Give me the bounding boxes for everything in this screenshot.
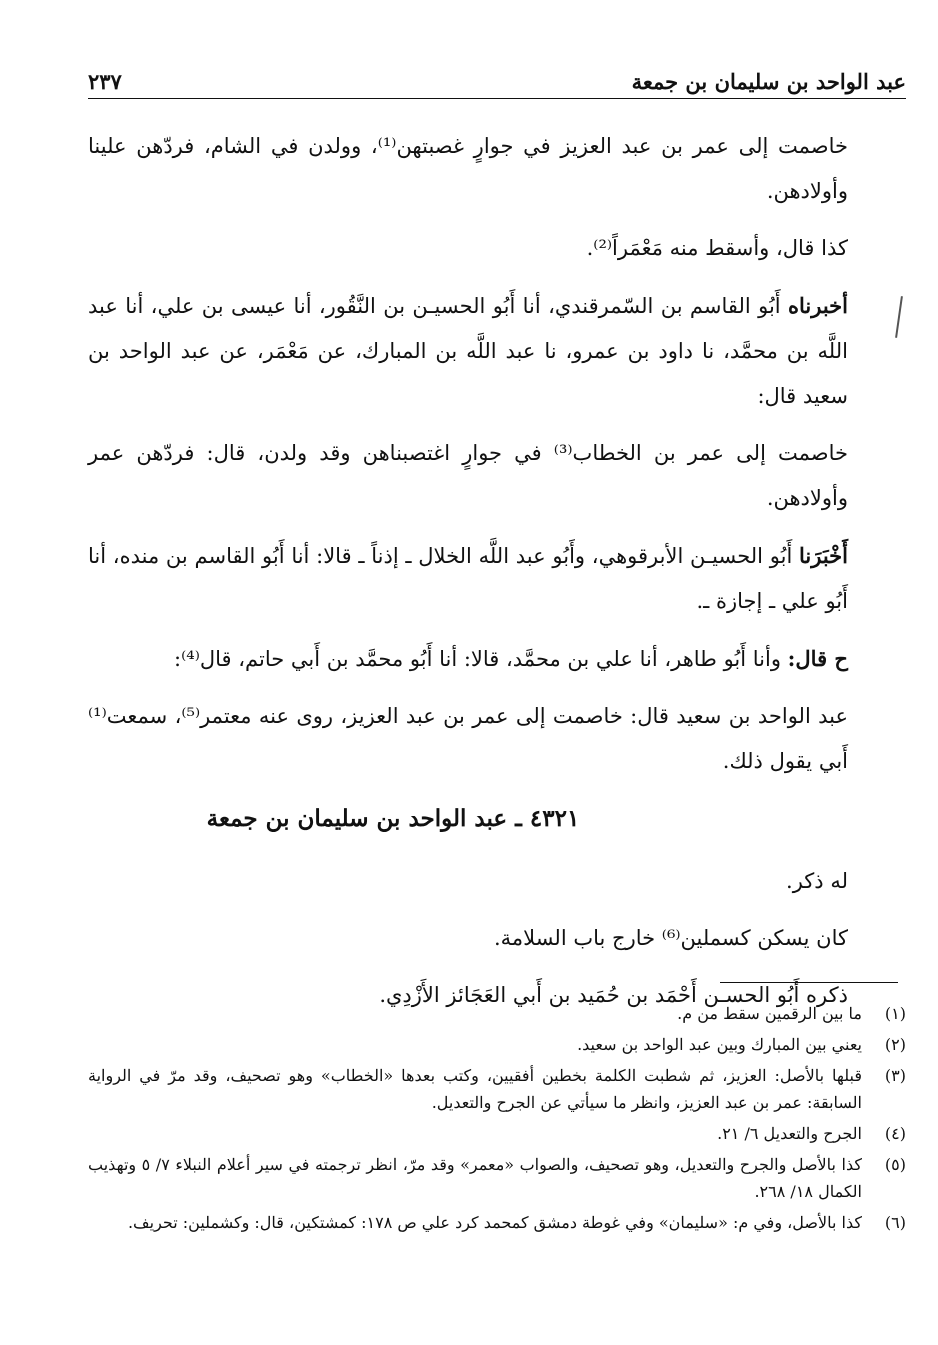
paragraph-3: [88, 283, 848, 419]
page-header: [88, 62, 906, 99]
page-number: ٢٣٧: [88, 69, 122, 94]
footnote-text: قبلها بالأصل: العزيز، ثم شطبت الكلمة بخطين أفقيين، وكتب بعدها «الخطاب» وهو تصحيف، وقد مرّ في الرواية السابقة: عمر بن عبد العزيز، وانظر ما سيأتي عن الجرح والتعديل.: [88, 1066, 862, 1112]
footnote-number: (٥): [884, 1155, 906, 1174]
paragraph-1: خاصمت إلى عمر بن عبد العزيز في جوارٍ غصبتهن⁽¹⁾، وولدن في الشام، فردّهن علينا وأولادهن.: [88, 134, 849, 203]
paragraph-5-keyword: أَخْبَرَنا: [799, 543, 848, 568]
footnote: [88, 1031, 906, 1058]
footnote-text: كذا بالأصل والجرح والتعديل، وهو تصحيف، والصواب «معمر» وقد مرّ، انظر ترجمته في سير أعلام النبلاء ٧/ ٥ وتهذيب الكمال ١٨/ ٢٦٨.: [88, 1155, 863, 1201]
footnote-number: (٣): [884, 1066, 906, 1085]
footnote-text: يعني بين المبارك وبين عبد الواحد بن سعيد.: [577, 1035, 862, 1054]
paragraph-6-keyword: ح قال:: [787, 646, 848, 671]
footnote-number: (٤): [884, 1124, 906, 1143]
footnotes: [88, 1000, 906, 1240]
footnote: [88, 1000, 906, 1027]
footnote-separator: [720, 982, 898, 983]
main-text: [88, 124, 848, 1030]
margin-mark: [895, 296, 903, 338]
footnote-number: (٦): [884, 1213, 906, 1232]
footnote-number: (٢): [884, 1035, 906, 1054]
footnote-text: الجرح والتعديل ٦/ ٢١.: [717, 1124, 862, 1143]
footnote-text: كذا بالأصل، وفي م: «سليمان» وفي غوطة دمشق كمحمد كرد علي ص ١٧٨: كمشتكين، قال: وكشملين: تحريف.: [127, 1213, 862, 1232]
paragraph-3-text: أَبُو القاسم بن السّمرقندي، أنا أَبُو الحسيـن بن النَّقُور، أنا عيسى بن علي، أنا عبد اللَّه بن محمَّد، نا داود بن عمرو، نا عبد اللَّه بن المبارك، عن مَعْمَر، عن عبد الواحد بن سعيد قال:: [88, 294, 848, 408]
footnote: [88, 1062, 906, 1116]
paragraph-5-text: أَبُو الحسيـن الأبرقوهي، وأَبُو عبد اللَّه الخلال ـ إذناً ـ قالا: أنا أَبُو القاسم بن منده، أنا أَبُو علي ـ إجازة ـ.: [88, 544, 848, 613]
footnote: [88, 1209, 906, 1236]
paragraph-4: خاصمت إلى عمر بن الخطاب⁽³⁾ في جوارٍ اغتصبناهن وقد ولدن، قال: فردّهن عمر وأولادهن.: [88, 441, 848, 510]
paragraph-2: كذا قال، وأسقط منه مَعْمَراً⁽²⁾.: [586, 236, 848, 260]
footnote-number: (١): [884, 1004, 906, 1023]
entry-heading: ٤٣٢١ ـ عبد الواحد بن سليمان بن جمعة: [206, 805, 580, 832]
footnote-text: ما بين الرقمين سقط من م.: [677, 1004, 862, 1023]
paragraph-8: له ذكر.: [786, 869, 848, 893]
paragraph-6: [88, 636, 848, 682]
footnote: [88, 1120, 906, 1147]
paragraph-5: [88, 533, 848, 624]
running-title: عبد الواحد بن سليمان بن جمعة: [631, 69, 906, 94]
paragraph-3-keyword: أخبرناه: [788, 293, 848, 318]
paragraph-10: ذكره أَبُو الحسـن أَحْمَد بن حُمَيد بن أَبي العَجَائز الأَزْدِي.: [379, 983, 848, 1007]
paragraph-9: كان يسكن كسملين⁽⁶⁾ خارج باب السلامة.: [493, 926, 848, 950]
paragraph-7: عبد الواحد بن سعيد قال: خاصمت إلى عمر بن عبد العزيز، روى عنه معتمر⁽⁵⁾، سمعت⁽¹⁾ أَبي يقول ذلك.: [88, 704, 848, 773]
paragraph-6-text: وأنا أَبُو طاهر، أنا علي بن محمَّد، قالا: أنا أَبُو محمَّد بن أَبي حاتم، قال⁽⁴⁾:: [174, 647, 788, 671]
footnote: [88, 1151, 906, 1205]
